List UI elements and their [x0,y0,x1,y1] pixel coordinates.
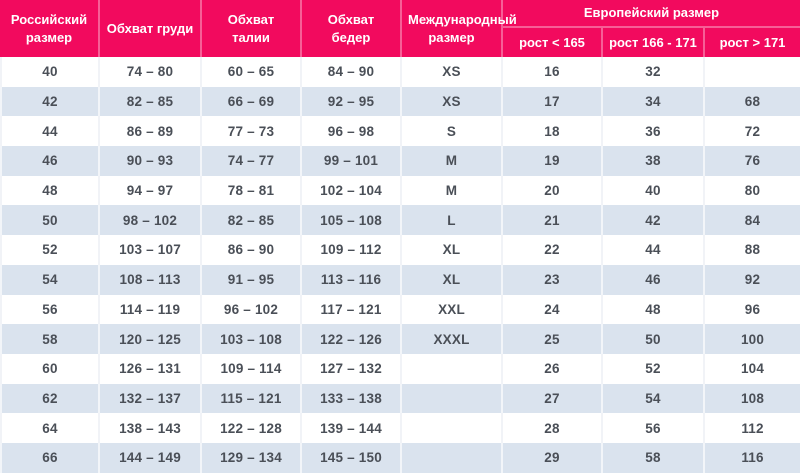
table-cell: XS [400,87,501,117]
table-cell: 68 [703,87,800,117]
table-cell: 86 – 90 [200,235,300,265]
table-cell: 66 [0,443,98,473]
table-cell: 58 [601,443,703,473]
col-group-european-size: Европейский размер [501,0,800,28]
table-cell: 88 [703,235,800,265]
table-cell: 122 – 128 [200,413,300,443]
table-cell: 24 [501,295,601,325]
table-body [0,57,800,473]
table-cell: 133 – 138 [300,384,400,414]
table-cell: 20 [501,176,601,206]
table-cell: 50 [601,324,703,354]
table-cell: 82 – 85 [98,87,200,117]
table-cell: 36 [601,116,703,146]
table-cell: 44 [601,235,703,265]
table-cell: S [400,116,501,146]
table-cell: 64 [0,413,98,443]
table-cell: 26 [501,354,601,384]
table-cell: 19 [501,146,601,176]
table-cell: 25 [501,324,601,354]
table-row [0,205,800,235]
table-cell: 98 – 102 [98,205,200,235]
table-cell: 94 – 97 [98,176,200,206]
col-header-height-lt-165: рост < 165 [501,28,601,57]
table-cell: 144 – 149 [98,443,200,473]
table-cell: 104 [703,354,800,384]
table-cell: 105 – 108 [300,205,400,235]
table-row [0,57,800,87]
table-cell: 50 [0,205,98,235]
table-cell: 90 – 93 [98,146,200,176]
table-cell: 48 [601,295,703,325]
table-cell: 122 – 126 [300,324,400,354]
table-cell: 34 [601,87,703,117]
table-cell [400,413,501,443]
table-cell: 23 [501,265,601,295]
table-cell: 18 [501,116,601,146]
table-cell: 92 [703,265,800,295]
table-cell: 92 – 95 [300,87,400,117]
table-cell: 138 – 143 [98,413,200,443]
table-cell: 52 [601,354,703,384]
table-cell: 77 – 73 [200,116,300,146]
table-cell: 91 – 95 [200,265,300,295]
table-cell: L [400,205,501,235]
table-cell: 74 – 77 [200,146,300,176]
table-cell: 44 [0,116,98,146]
table-cell: 103 – 107 [98,235,200,265]
table-row [0,324,800,354]
table-cell: 28 [501,413,601,443]
table-cell: 54 [601,384,703,414]
col-header-waist: Обхват талии [200,0,300,57]
table-cell: 117 – 121 [300,295,400,325]
table-cell: 129 – 134 [200,443,300,473]
col-header-hips: Обхват бедер [300,0,400,57]
table-cell: 46 [601,265,703,295]
table-cell: 102 – 104 [300,176,400,206]
table-cell: 96 [703,295,800,325]
table-cell [703,57,800,87]
table-row [0,295,800,325]
table-cell: 114 – 119 [98,295,200,325]
table-cell: 40 [0,57,98,87]
table-cell: 46 [0,146,98,176]
table-cell: 99 – 101 [300,146,400,176]
table-cell: 76 [703,146,800,176]
table-row [0,146,800,176]
table-cell: 112 [703,413,800,443]
table-cell: 42 [601,205,703,235]
table-cell: 113 – 116 [300,265,400,295]
table-cell: 60 – 65 [200,57,300,87]
table-cell: 116 [703,443,800,473]
table-cell: 127 – 132 [300,354,400,384]
table-cell: 62 [0,384,98,414]
table-cell: 139 – 144 [300,413,400,443]
table-cell: 58 [0,324,98,354]
table-cell: 103 – 108 [200,324,300,354]
table-cell: M [400,176,501,206]
table-row [0,443,800,473]
table-cell: 54 [0,265,98,295]
table-row [0,265,800,295]
table-cell: 80 [703,176,800,206]
table-header [0,0,800,57]
table-cell: XL [400,235,501,265]
table-cell: 132 – 137 [98,384,200,414]
table-cell: 108 [703,384,800,414]
table-cell: 145 – 150 [300,443,400,473]
table-cell: 22 [501,235,601,265]
table-cell: 17 [501,87,601,117]
table-row [0,384,800,414]
table-row [0,235,800,265]
table-cell: 21 [501,205,601,235]
table-cell: XL [400,265,501,295]
table-cell: 72 [703,116,800,146]
table-cell: 56 [0,295,98,325]
table-cell: 60 [0,354,98,384]
table-cell: 66 – 69 [200,87,300,117]
table-cell: 38 [601,146,703,176]
table-cell: 40 [601,176,703,206]
table-cell [400,354,501,384]
table-cell: 84 – 90 [300,57,400,87]
col-header-height-gt-171: рост > 171 [703,28,800,57]
table-cell: XS [400,57,501,87]
table-cell: 96 – 102 [200,295,300,325]
table-cell: 32 [601,57,703,87]
table-row [0,87,800,117]
table-cell: 108 – 113 [98,265,200,295]
table-cell: 74 – 80 [98,57,200,87]
table-cell: 48 [0,176,98,206]
table-cell: 56 [601,413,703,443]
table-cell: 27 [501,384,601,414]
table-row [0,116,800,146]
table-row [0,413,800,443]
table-cell: 96 – 98 [300,116,400,146]
table-cell: 126 – 131 [98,354,200,384]
table-cell: 86 – 89 [98,116,200,146]
table-row [0,176,800,206]
table-cell: 109 – 114 [200,354,300,384]
table-cell: 16 [501,57,601,87]
table-cell: 42 [0,87,98,117]
table-cell: 100 [703,324,800,354]
table-cell: 52 [0,235,98,265]
table-cell: 82 – 85 [200,205,300,235]
table-cell: 78 – 81 [200,176,300,206]
table-cell: 109 – 112 [300,235,400,265]
header-row-top [0,0,800,28]
table-cell [400,384,501,414]
table-row [0,354,800,384]
table-cell: XXL [400,295,501,325]
table-cell: 120 – 125 [98,324,200,354]
col-header-height-166-171: рост 166 - 171 [601,28,703,57]
table-cell: 84 [703,205,800,235]
table-cell: XXXL [400,324,501,354]
col-header-international-size: Международный размер [400,0,501,57]
table-cell: M [400,146,501,176]
col-header-chest: Обхват груди [98,0,200,57]
table-cell: 115 – 121 [200,384,300,414]
table-cell: 29 [501,443,601,473]
table-cell [400,443,501,473]
col-header-russian-size: Российский размер [0,0,98,57]
